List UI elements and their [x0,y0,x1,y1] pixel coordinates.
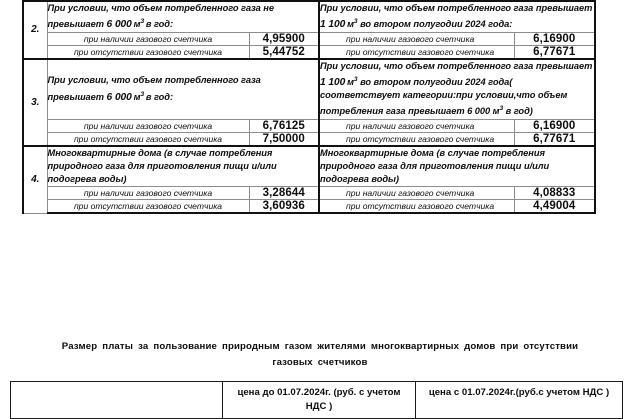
meter-absent-value: 7,50000 [249,132,319,146]
meter-absent-label-right: при отсутствии газового счетчика [319,200,514,214]
table-row [23,187,595,200]
meter-present-value: 6,76125 [249,119,319,132]
meter-present-value: 3,28644 [249,187,319,200]
right-section-header-2 [319,1,595,32]
left-section-header-2 [47,1,319,32]
table-row [23,200,595,214]
meter-present-label: при наличии газового счетчика [47,187,249,200]
left-header-text-3: При условии, что объем потребленного газа превышает 6 000 $м^3$ в год: [47,75,261,103]
table-row [23,45,595,59]
table-header-row [11,382,623,419]
meter-absent-label: при отсутствии газового счетчика [47,200,249,214]
meter-present-label-right: при наличии газового счетчика [319,32,514,45]
meter-absent-value: 3,60936 [249,200,319,214]
meter-absent-label-right: при отсутствии газового счетчика [319,45,514,59]
meter-present-label: при наличии газового счетчика [47,32,249,45]
meter-present-value: 4,95900 [249,32,319,45]
bottom-header-price-after: цена с 01.07.2024г.(руб.с учетом НДС ) [416,382,623,419]
right-header-text-2: При условии, что объем потребленного газа превышает 1 100 $м^3$ во втором полугодии 2024 года: [320,3,593,31]
left-section-header-4: Многоквартирные дома (в случае потребления природного газа для приготовления пищи и/или подогрева воды) [47,146,319,187]
left-header-text-2: При условии, что объем потребленного газа не превышает 6 000 $м^3$ в год: [47,3,274,31]
row-number-4: 4. [23,146,47,214]
meter-present-label-right: при наличии газового счетчика [319,119,514,132]
section-heading [28,339,612,371]
meter-absent-label-right: при отсутствии газового счетчика [319,132,514,146]
left-section-header-3 [47,59,319,120]
table-row [23,32,595,45]
meter-present-label: при наличии газового счетчика [47,119,249,132]
right-section-header-3 [319,59,595,120]
right-section-header-4: Многоквартирные дома (в случае потребления природного газа для приготовления пищи и/или подогрева воды) [319,146,595,187]
meter-absent-label: при отсутствии газового счетчика [47,45,249,59]
row-number-2: 2. [23,1,47,59]
table-row [23,146,595,187]
section-heading-line-2: газовых счетчиков [272,357,368,368]
table-row [23,59,595,120]
meter-present-label-right: при наличии газового счетчика [319,187,514,200]
meter-absent-value: 5,44752 [249,45,319,59]
meter-absent-value-right: 6,77671 [514,132,595,146]
bottom-header-price-before: цена до 01.07.2024г. (руб. с учетом НДС ) [223,382,416,419]
meter-absent-value-right: 6,77671 [514,45,595,59]
bottom-header-col1 [11,382,223,419]
meter-present-value-right: 6,16900 [514,32,595,45]
right-header-text-3: При условии, что объем потребленного газа превышает 1 100 $м^3$ во втором полугодии 2024 года( соответствует категории:при условии,что объем потребления газа превышает 6 000 $м^3$ в год) [320,60,593,117]
table-row [23,119,595,132]
meter-present-value-right: 6,16900 [514,119,595,132]
section-heading-line-1: Размер платы за пользование природным газом жителями многоквартирных домов при отсутствии [61,341,579,352]
meter-absent-label: при отсутствии газового счетчика [47,132,249,146]
table-row [23,132,595,146]
row-number-3: 3. [23,59,47,146]
table-row [23,1,595,32]
payment-amount-table [10,381,623,419]
gas-tariff-table [22,0,596,214]
meter-absent-value-right: 4,49004 [514,200,595,214]
meter-present-value-right: 4,08833 [514,187,595,200]
